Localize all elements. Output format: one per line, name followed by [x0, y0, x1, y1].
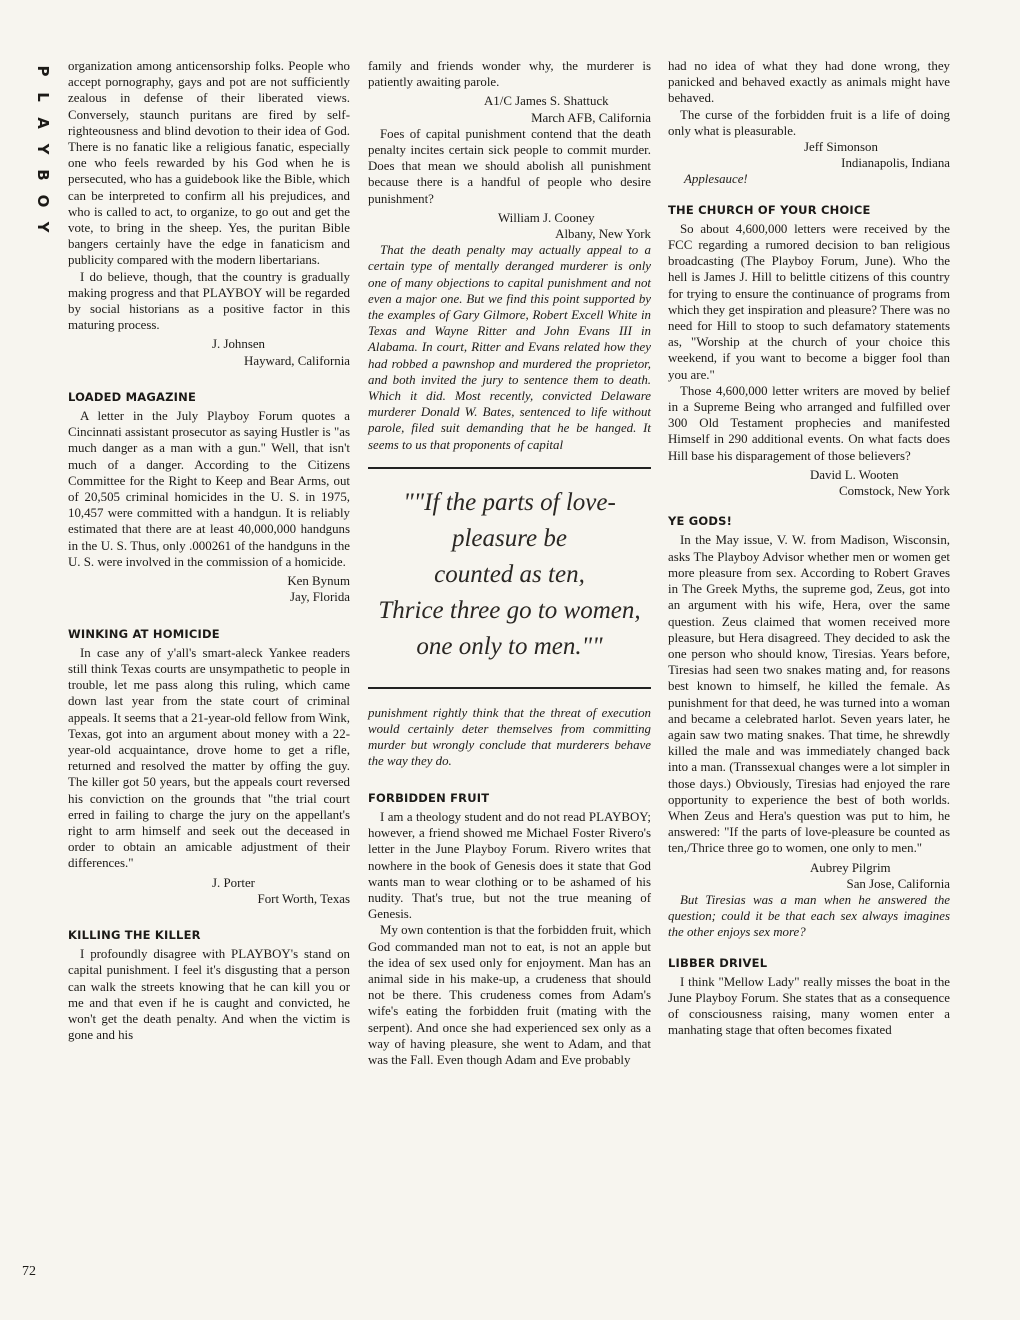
pull-quote-line: Thrice three go to women, — [378, 596, 641, 624]
signature-place: Fort Worth, Texas — [257, 891, 350, 906]
masthead-letter: P — [34, 65, 52, 77]
column-3 — [668, 58, 950, 1039]
section-heading: KILLING THE KILLER — [68, 927, 201, 942]
letter-signature — [368, 93, 651, 125]
editor-reply: But Tiresias was a man when he answered the question; could it be that each sex always imagines the other enjoys sex more? — [668, 892, 950, 940]
signature-place: Jay, Florida — [289, 590, 350, 605]
signature-place: Comstock, New York — [838, 484, 950, 499]
section-heading: LIBBER DRIVEL — [668, 955, 768, 970]
letter-paragraph: The curse of the forbidden fruit is a life of doing only what is pleasurable. — [668, 107, 950, 138]
signature-name: Ken Bynum — [287, 574, 350, 589]
letter-paragraph: I think "Mellow Lady" really misses the boat in the June Playboy Forum. She states that as a consequence of consciousness raising, many women enter a manhating stage that often becomes fixated — [668, 974, 950, 1038]
letter-signature — [68, 336, 350, 368]
signature-name: Jeff Simonson — [804, 140, 878, 155]
signature-place: Albany, New York — [555, 227, 651, 242]
letter-paragraph: had no idea of what they had done wrong, they panicked and behaved exactly as animals might have behaved. — [668, 59, 950, 106]
section-heading: LOADED MAGAZINE — [68, 389, 197, 404]
letter-paragraph: In the May issue, V. W. from Madison, Wisconsin, asks The Playboy Advisor whether men or women get more pleasure from sex. According to Robert Graves in The Greek Myths, the supreme god, Zeus, got into an argument with his wife, Hera, over the same question. Zeus claimed that women received more pleasure, but Hera disagreed. They decided to ask the one person who should know, Tiresias. Years before, Tiresias had seen two snakes mating and, for reasons best known to himself, he killed the female. As punishment for that deed, he was turned into a woman and became a celebrated harlot. Seven years later, he again saw two mating snakes. That time, he shrewdly killed the male and was immediately changed back into a man. (Transsexual changes were a lot simpler in those days.) Obviously, Tiresias had enjoyed the rare opportunity to experience the best of both worlds. When Zeus and Hera's question was put to him, he answered: "If the parts of love-pleasure be counted as ten,/Thrice three go to women, one only to men." — [668, 533, 950, 856]
pull-quote-line: counted as ten, — [434, 560, 585, 588]
editor-reply: Applesauce! — [684, 172, 748, 187]
masthead-letter: A — [34, 117, 52, 129]
letter-paragraph: My own contention is that the forbidden fruit, which God commanded man not to eat, is not an apple but the idea of sex used only for enjoyment. Man has an animal side in his make-up, a crudeness that should not be there. This crudeness comes from Adam's wife's eating the forbidden fruit (mating with the serpent). And once she had experienced sex only as a way of having pleasure, she went to Adam, and that was the Fall. Even though Adam and Eve probably — [368, 923, 652, 1067]
letter-signature — [668, 860, 950, 892]
section-heading: YE GODS! — [668, 514, 733, 529]
column-2 — [368, 58, 651, 1068]
masthead-letter: Y — [34, 221, 52, 233]
page-number: 72 — [22, 1264, 36, 1279]
letter-paragraph: I do believe, though, that the country is gradually making progress and that PLAYBOY will be regarded by social historians as a positive factor in this maturing process. — [68, 269, 350, 333]
pull-quote-line: one only to men."" — [416, 632, 603, 660]
signature-name: J. Johnsen — [212, 337, 265, 352]
letter-paragraph: A letter in the July Playboy Forum quotes a Cincinnati assistant prosecutor as saying Hustler is "as much danger as a man with a gun." Well, that isn't much of a danger. According to the Citizens Committee for the Right to Keep and Bear Arms, out of 20,505 criminal homicides in the U. S. in 1975, 10,457 were committed with a handgun. It is reliably estimated that there are at least 40,000,000 handguns in the U. S. Thus, only .000261 of the handguns in the U. S. were involved in the commission of a homicide. — [68, 409, 350, 569]
column-1 — [68, 58, 350, 1043]
editor-reply: punishment rightly think that the threat of execution would certainly deter themselves from committing murder but wrongly conclude that murderers behave the way they do. — [368, 705, 651, 769]
letter-paragraph: I profoundly disagree with PLAYBOY's stand on capital punishment. I feel it's disgusting that a person can walk the streets knowing that he can kill you or me and that even if he is caught and convicted, he won't get the death penalty. And when the victim is gone and his — [68, 947, 350, 1043]
signature-name: William J. Cooney — [498, 210, 595, 225]
letter-signature — [368, 210, 651, 242]
section-heading: FORBIDDEN FRUIT — [368, 790, 490, 805]
letter-paragraph: family and friends wonder why, the murderer is patiently awaiting parole. — [368, 59, 651, 90]
letter-paragraph: organization among anticensorship folks. People who accept pornography, gays and pot are not sufficiently zealous in defense of their liberated views. Conversely, staunch puritans are fired by self-righteousness and blind devotion to their idea of God. There is no fanatic like a religious fanatic, especially one who feels rewarded by his God when he is persecuted, who has a guidebook like the Bible, which can be interpreted to confirm all his prejudices, and who is called to act, to organize, to go out and get the vote, to bring in the sheep. Yes, the puritan Bible bangers certainly have the edge in fanaticism and publicity compared with the modern libertarians. — [68, 59, 350, 268]
masthead-letter: O — [34, 194, 52, 208]
letter-signature — [668, 467, 950, 499]
pull-quote-line: ""If the parts of love- — [403, 488, 616, 516]
editor-reply: That the death penalty may actually appeal to a certain type of mentally deranged murderer is only one of many objections to capital punishment and not even a major one. But we find this point supported by the examples of Gary Gilmore, Robert Excell White in Texas and Wayne Ritter and John Evans III in Alabama. In court, Ritter and Evans related how they had robbed a pawnshop and murdered the proprietor, and both invited the jury to sentence them to death. Which it did. Most recently, convicted Delaware murderer Donald W. Bates, sentenced to life without parole, filed suit demanding that he be hanged. It seems to us that proponents of capital — [368, 243, 651, 452]
letter-paragraph: Foes of capital punishment contend that the death penalty incites certain sick people to commit murder. Does that mean we should abolish all punishment because there is a handful of people who desire punishment? — [368, 126, 651, 206]
letter-signature — [68, 875, 350, 907]
signature-place: San Jose, California — [846, 876, 950, 891]
signature-name: David L. Wooten — [810, 467, 899, 482]
masthead-letter: B — [34, 169, 52, 181]
playboy-masthead — [24, 58, 54, 240]
signature-name: J. Porter — [212, 875, 255, 890]
letter-paragraph: So about 4,600,000 letters were received by the FCC regarding a rumored decision to ban religious broadcasting (The Playboy Forum, June). Who the hell is James J. Hill to belittle citizens of this country for trying to ensure the continuance of programs from which they get inspiration and pleasure? There was no need for Hill to stoop to such defamatory statements as, "Worship at the church of your choice this weekend, if you want to become a bigger fool than you are." — [668, 221, 950, 382]
signature-name: A1/C James S. Shattuck — [484, 94, 609, 109]
signature-place: Indianapolis, Indiana — [841, 156, 950, 171]
letter-signature — [68, 573, 350, 605]
section-heading: WINKING AT HOMICIDE — [68, 626, 220, 641]
letter-paragraph: Those 4,600,000 letter writers are moved by belief in a Supreme Being who arranged and fulfilled over 300 Old Testament prophecies and manifested Himself in 290 additional events. On what facts does Hill base his disparagement of those believers? — [668, 383, 950, 463]
signature-place: March AFB, California — [531, 110, 651, 125]
letter-paragraph: In case any of y'all's smart-aleck Yankee readers still think Texas courts are unsympathetic to people in trouble, let me pass along this ruling, which came down last year from the state court of criminal appeals. It seems that a 21-year-old fellow from Wink, Texas, got into an argument about money with a 22-year-old acquaintance, drove home to get a rifle, returned and resolved the matter by offing the guy. The killer got 50 years, but the appeals court reversed his conviction on the grounds that "the trial court erred in failing to charge the jury on the appellant's right to arm himself and seek out the deceased in order to obtain an amicable adjustment of their differences." — [68, 645, 350, 871]
signature-place: Hayward, California — [244, 353, 350, 368]
signature-name: Aubrey Pilgrim — [810, 860, 891, 875]
masthead-letter: Y — [34, 143, 52, 155]
letter-signature — [668, 139, 950, 171]
pull-quote-line: pleasure be — [451, 524, 567, 552]
section-heading: THE CHURCH OF YOUR CHOICE — [668, 202, 871, 217]
letter-paragraph: I am a theology student and do not read PLAYBOY; however, a friend showed me Michael Foster Rivero's letter in the June Playboy Forum. Rivero writes that nowhere in the book of Genesis does it state that God wants man to wear clothing or to be ashamed of his nudity. That's true, but not the true meaning of Genesis. — [368, 809, 651, 922]
masthead-letter: L — [34, 92, 52, 102]
pull-quote — [368, 467, 651, 689]
